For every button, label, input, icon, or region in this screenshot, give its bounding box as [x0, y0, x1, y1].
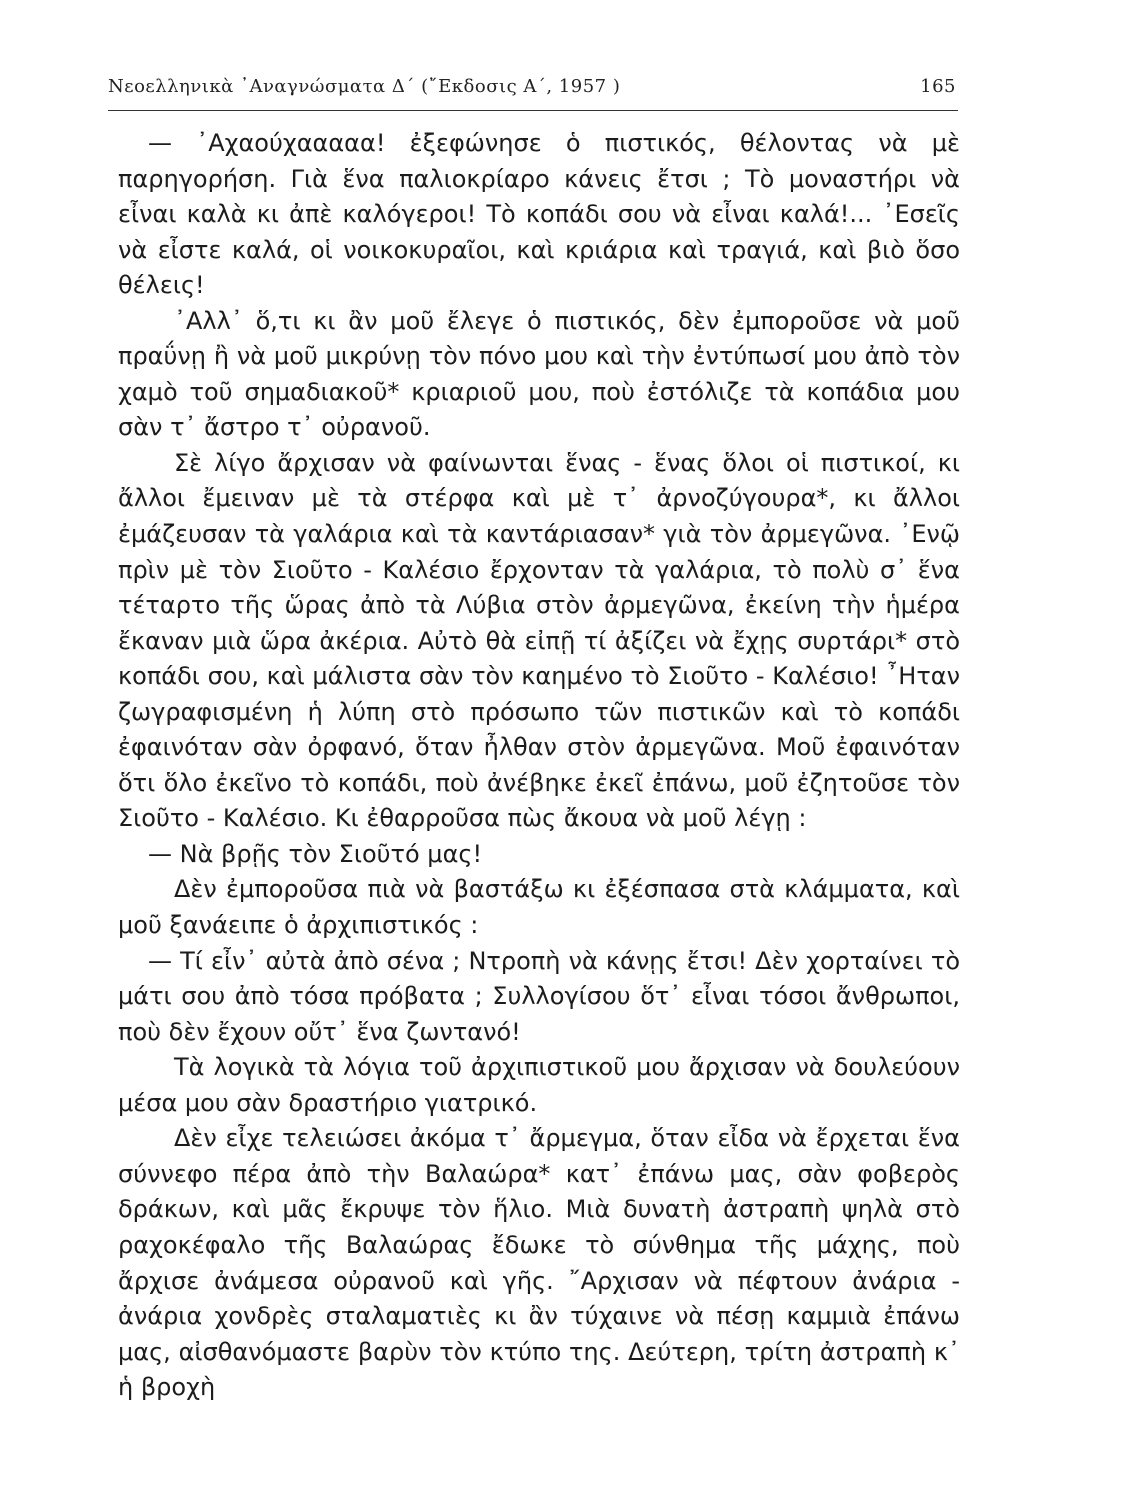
paragraph-storm: Δὲν εἶχε τελειώσει ἀκόμα τ᾿ ἄρμεγμα, ὅταν εἶδα νὰ ἔρχεται ἕνα σύννεφο πέρα ἀπὸ τὴν Βαλαώρα* κατ᾿ ἐπάνω μας, σὰν φοβερὸς δράκων, καὶ μᾶς ἔκρυψε τὸν ἥλιο. Μιὰ δυνατὴ ἀστραπὴ ψηλὰ στὸ ραχοκέφαλο τῆς Βαλαώρας ἔδωκε τὸ σύνθημα τῆς μάχης, ποὺ ἄρχισε ἀνάμεσα οὐρανοῦ καὶ γῆς. ῎Αρχισαν νὰ πέφτουν ἀνάρια - ἀνάρια χονδρὲς σταλαματιὲς κι ἂν τύχαινε νὰ πέσῃ καμμιὰ ἐπάνω μας, αἰσθανόμαστε βαρὺν τὸν κτύπο της. Δεύτερη, τρίτη ἀστραπὴ κ᾿ ἡ βροχὴ: [118, 1124, 960, 1402]
running-header: [108, 70, 956, 110]
body-text: [118, 126, 960, 1406]
header-divider: [108, 110, 958, 111]
paragraph-healing-words: Τὰ λογικὰ τὰ λόγια τοῦ ἀρχιπιστικοῦ μου ἄρχισαν νὰ δουλεύουν μέσα μου σὰν δραστήριο γιατρικό.: [118, 1053, 960, 1117]
paragraph-dialogue-chief-shepherd: — Τί εἶν᾿ αὐτὰ ἀπὸ σένα ; Ντροπὴ νὰ κάνῃς ἔτσι! Δὲν χορταίνει τὸ μάτι σου ἀπὸ τόσα πρόβατα ; Συλλογίσου ὅτ᾿ εἶναι τόσοι ἄνθρωποι, ποὺ δὲν ἔχουν οὔτ᾿ ἕνα ζωντανό!: [118, 946, 960, 1046]
paragraph-return-of-flock: Σὲ λίγο ἄρχισαν νὰ φαίνωνται ἕνας - ἕνας ὅλοι οἱ πιστικοί, κι ἄλλοι ἔμειναν μὲ τὰ στέρφα καὶ μὲ τ᾿ ἀρνοζύγουρα*, κι ἄλλοι ἐμάζευσαν τὰ γαλάρια καὶ τὰ καντάριασαν* γιὰ τὸν ἀρμεγῶνα. ᾿Ενῷ πρὶν μὲ τὸν Σιοῦτο - Καλέσιο ἔρχονταν τὰ γαλάρια, τὸ πολὺ σ᾿ ἕνα τέταρτο τῆς ὥρας ἀπὸ τὰ Λύβια στὸν ἀρμεγῶνα, ἐκείνη τὴν ἡμέρα ἔκαναν μιὰ ὥρα ἀκέρια. Αὐτὸ θὰ εἰπῇ τί ἀξίζει νὰ ἔχῃς συρτάρι* στὸ κοπάδι σου, καὶ μάλιστα σὰν τὸν καημένο τὸ Σιοῦτο - Καλέσιο! ῏Ηταν ζωγραφισμένη ἡ λύπη στὸ πρόσωπο τῶν πιστικῶν καὶ τὸ κοπάδι ἐφαινόταν σὰν ὀρφανό, ὅταν ἦλθαν στὸν ἀρμεγῶνα. Μοῦ ἐφαινόταν ὅτι ὅλο ἐκεῖνο τὸ κοπάδι, ποὺ ἀνέβηκε ἐκεῖ ἐπάνω, μοῦ ἐζητοῦσε τὸν Σιοῦτο - Καλέσιο. Κι ἐθαρροῦσα πὼς ἄκουα νὰ μοῦ λέγῃ :: [118, 448, 960, 833]
paragraph-dialogue-opening: — ᾿Αχαούχααααα! ἐξεφώνησε ὁ πιστικός, θέλοντας νὰ μὲ παρηγορήση. Γιὰ ἕνα παλιοκρίαρο κάνεις ἔτσι ; Τὸ μοναστήρι νὰ εἶναι καλὰ κι ἀπὲ καλόγεροι! Τὸ κοπάδι σου νὰ εἶναι καλά!... ᾿Εσεῖς νὰ εἶστε καλά, οἱ νοικοκυραῖοι, καὶ κριάρια καὶ τραγιά, καὶ βιὸ ὅσο θέλεις!: [118, 129, 960, 300]
paragraph-bursting-into-tears: Δὲν ἐμποροῦσα πιὰ νὰ βαστάξω κι ἐξέσπασα στὰ κλάμματα, καὶ μοῦ ξανάειπε ὁ ἀρχιπιστικός :: [118, 875, 960, 940]
page-number: 165: [920, 76, 956, 97]
running-header-title: Νεοελληνικὰ ᾿Αναγνώσματα Δ΄ (῎Εκδοσις Α΄, 1957 ): [108, 76, 621, 97]
paragraph-shepherd-words: ᾿Αλλ᾿ ὅ,τι κι ἂν μοῦ ἔλεγε ὁ πιστικός, δὲν ἐμποροῦσε νὰ μοῦ πραΰνῃ ἢ νὰ μοῦ μικρύνῃ τὸν πόνο μου καὶ τὴν ἐντύπωσί μου ἀπὸ τὸν χαμὸ τοῦ σημαδιακοῦ* κριαριοῦ μου, ποὺ ἐστόλιζε τὰ κοπάδια μου σὰν τ᾿ ἄστρο τ᾿ οὐρανοῦ.: [118, 306, 960, 442]
paragraph-dialogue-find-siouto: — Νὰ βρῇς τὸν Σιοῦτό μας!: [148, 839, 483, 868]
